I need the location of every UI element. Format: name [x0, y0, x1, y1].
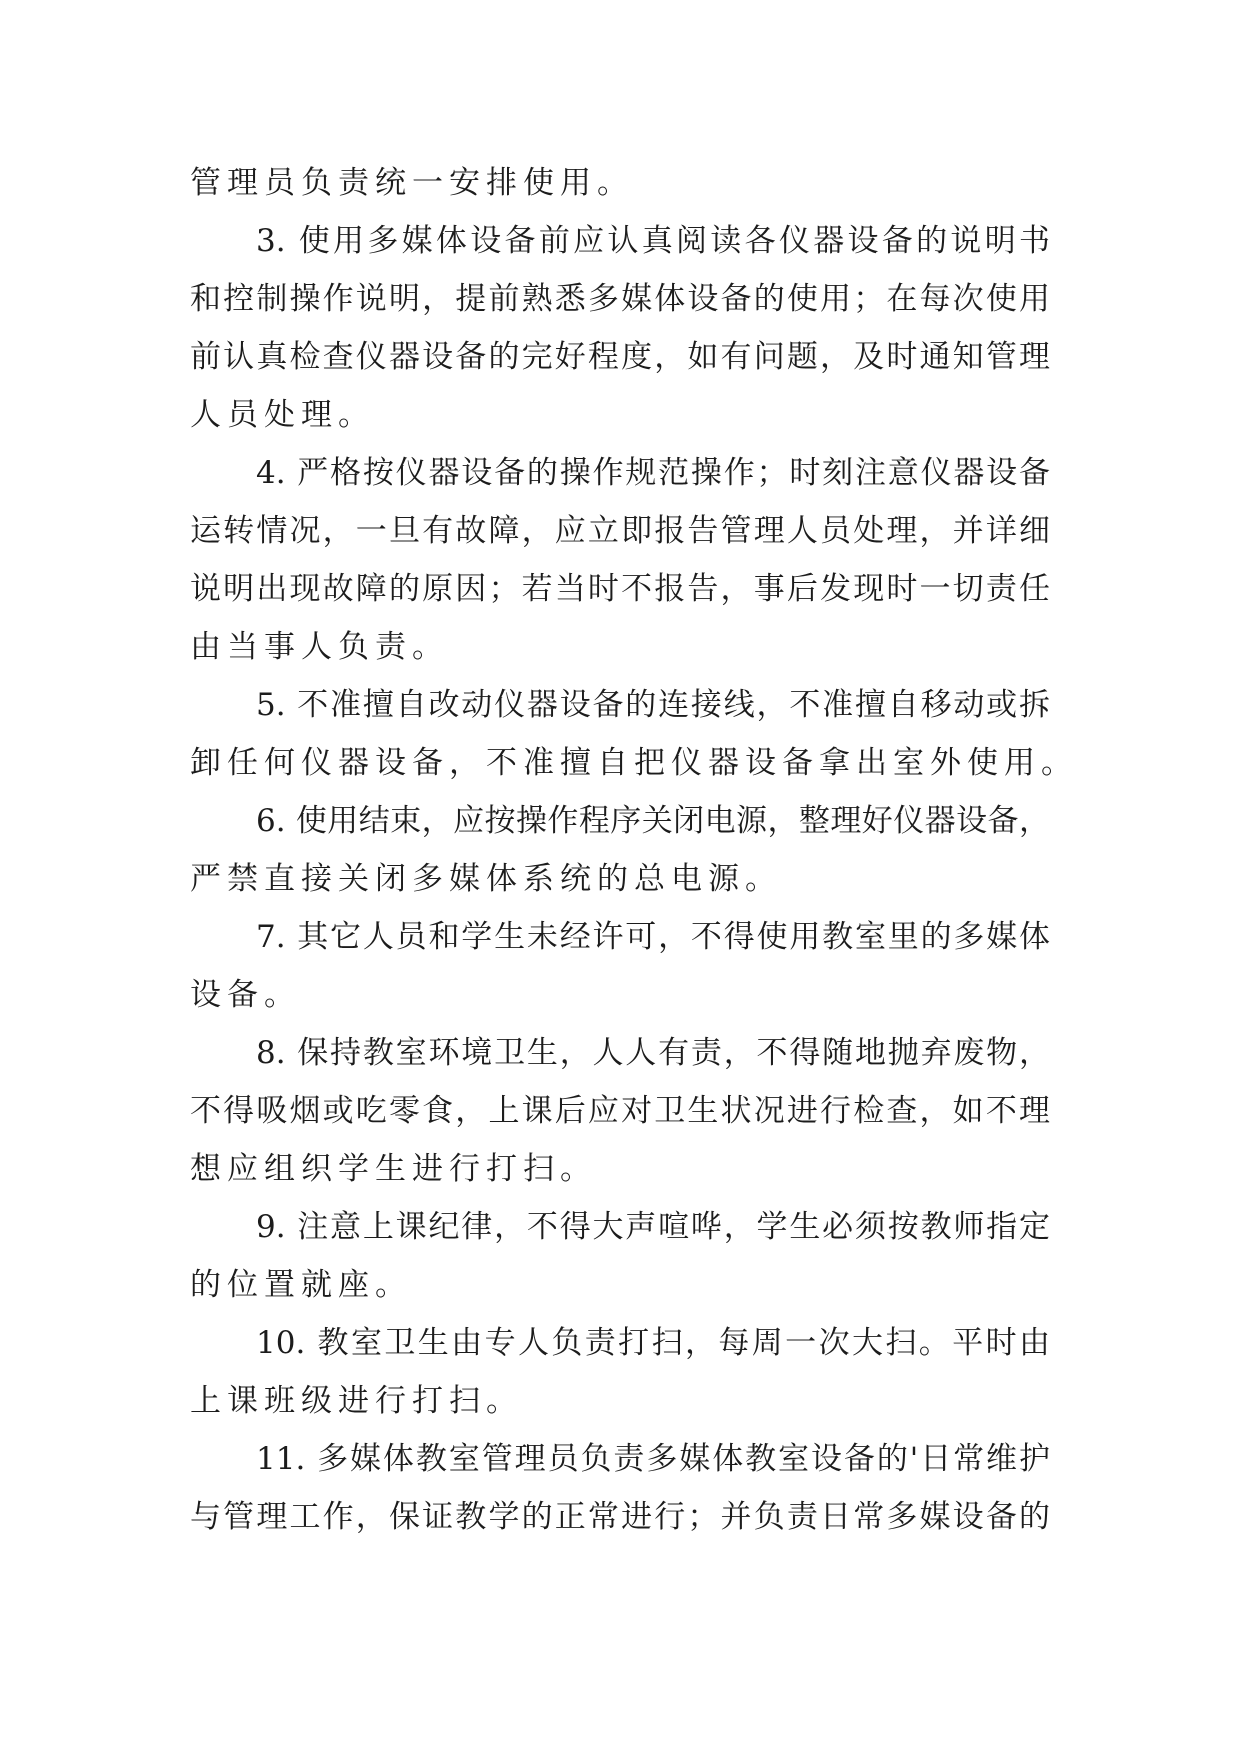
text-line: 6. 使用结束，应按操作程序关闭电源，整理好仪器设备， — [256, 803, 1050, 839]
text-line: 管理员负责统一安排使用。 — [190, 165, 634, 201]
text-line: 和控制操作说明，提前熟悉多媒体设备的使用；在每次使用 — [190, 281, 1050, 317]
text-line: 说明出现故障的原因；若当时不报告，事后发现时一切责任 — [190, 571, 1050, 607]
text-line: 4. 严格按仪器设备的操作规范操作；时刻注意仪器设备 — [256, 455, 1050, 491]
text-line: 想应组织学生进行打扫。 — [190, 1151, 597, 1187]
text-line: 运转情况，一旦有故障，应立即报告管理人员处理，并详细 — [190, 513, 1050, 549]
text-line: 与管理工作，保证教学的正常进行；并负责日常多媒设备的 — [190, 1499, 1050, 1535]
text-line: 的位置就座。 — [190, 1267, 412, 1303]
text-line: 3. 使用多媒体设备前应认真阅读各仪器设备的说明书 — [256, 223, 1050, 259]
text-line: 5. 不准擅自改动仪器设备的连接线，不准擅自移动或拆 — [256, 687, 1050, 723]
text-line: 设备。 — [190, 977, 301, 1013]
text-line: 7. 其它人员和学生未经许可，不得使用教室里的多媒体 — [256, 919, 1050, 955]
text-line: 9. 注意上课纪律，不得大声喧哗，学生必须按教师指定 — [256, 1209, 1050, 1245]
text-line: 不得吸烟或吃零食，上课后应对卫生状况进行检查，如不理 — [190, 1093, 1050, 1129]
text-line: 人员处理。 — [190, 397, 375, 433]
text-line: 卸任何仪器设备，不准擅自把仪器设备拿出室外使用。 — [190, 745, 1078, 781]
text-line: 10. 教室卫生由专人负责打扫，每周一次大扫。平时由 — [256, 1325, 1050, 1361]
text-line: 上课班级进行打扫。 — [190, 1383, 523, 1419]
text-line: 前认真检查仪器设备的完好程度，如有问题，及时通知管理 — [190, 339, 1050, 375]
text-line: 11. 多媒体教室管理员负责多媒体教室设备的'日常维护 — [256, 1441, 1050, 1477]
text-line: 8. 保持教室环境卫生，人人有责，不得随地抛弃废物， — [256, 1035, 1050, 1071]
text-line: 严禁直接关闭多媒体系统的总电源。 — [190, 861, 782, 897]
text-line: 由当事人负责。 — [190, 629, 449, 665]
